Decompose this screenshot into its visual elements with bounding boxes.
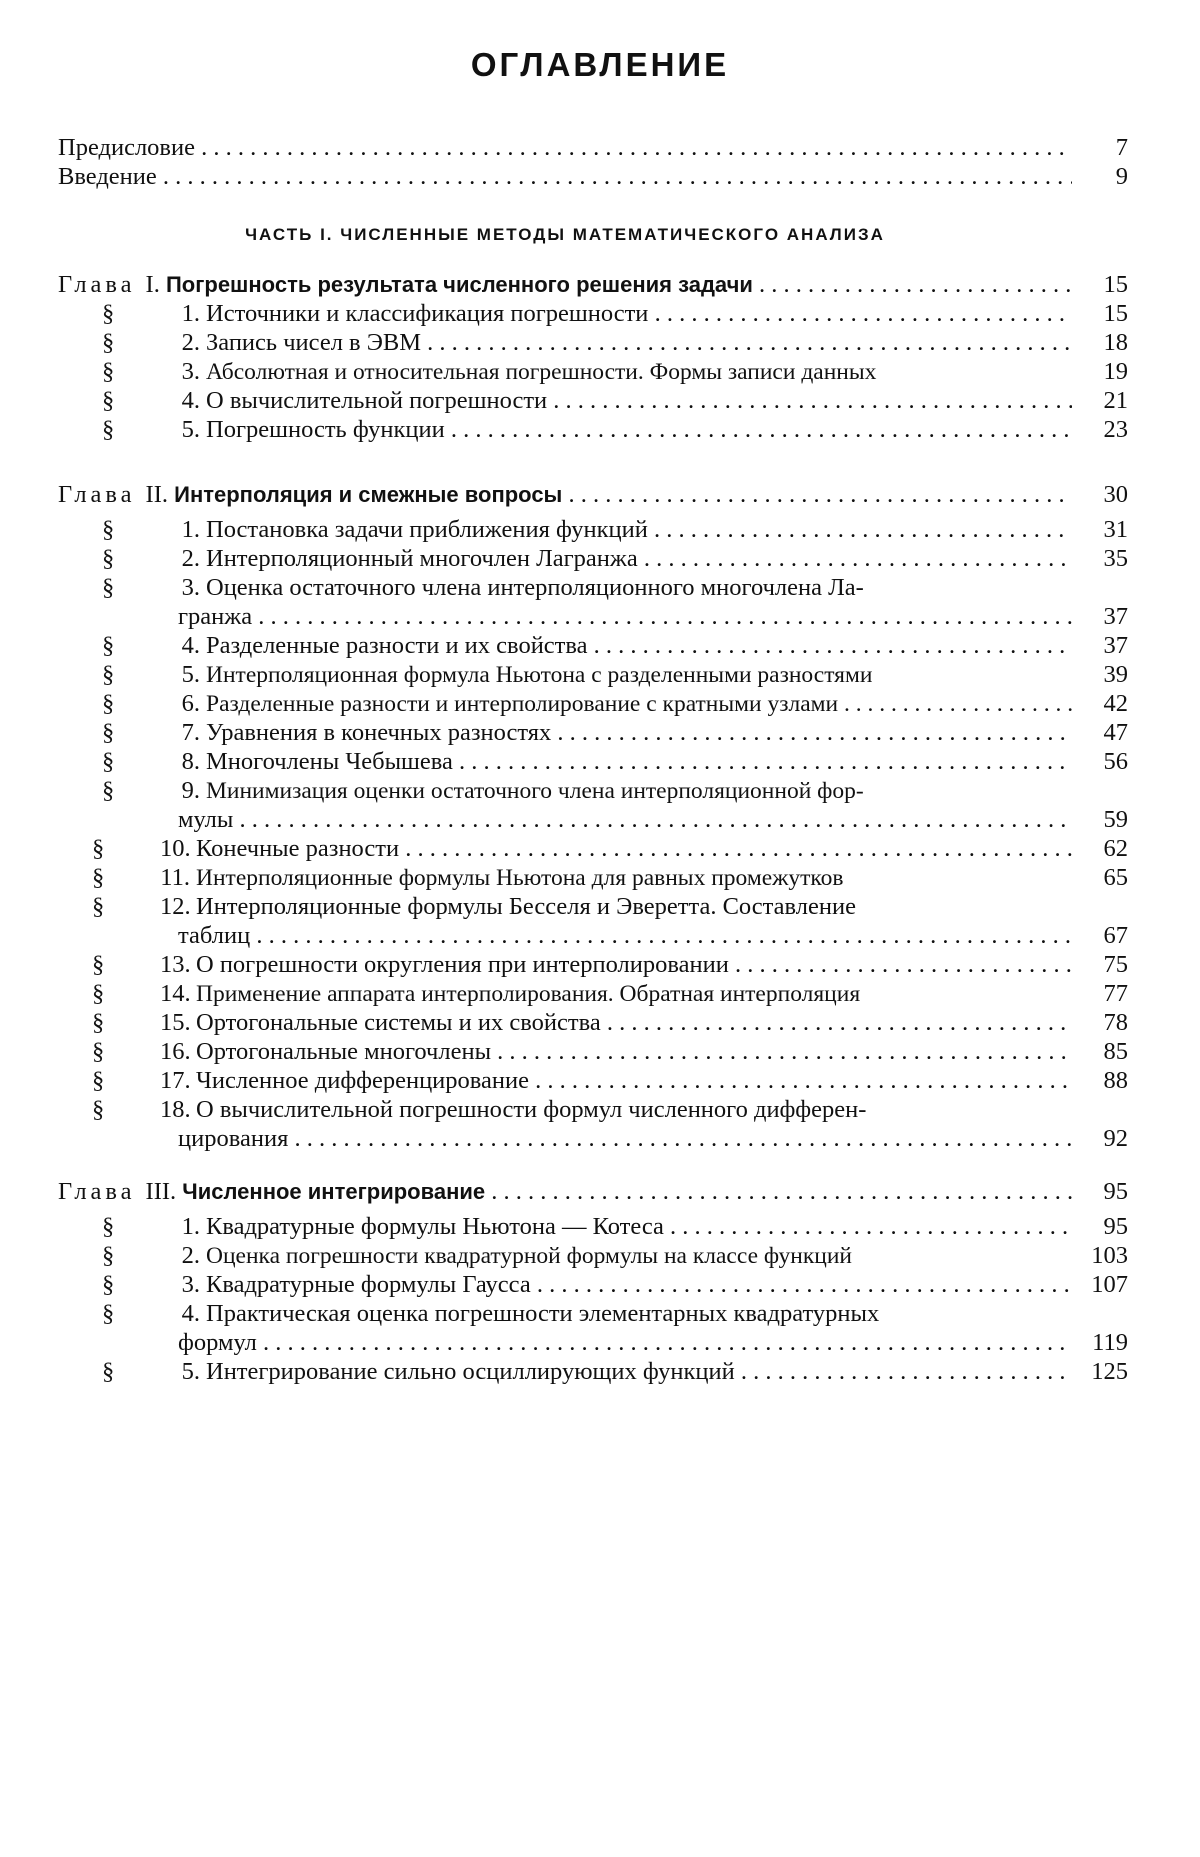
section-sign: §: [58, 515, 160, 544]
section-page: 92: [1072, 1124, 1128, 1153]
section-number: 9.: [160, 776, 206, 805]
section-page: 125: [1072, 1357, 1128, 1386]
section-title-continuation: цирования . . .: [178, 1124, 1072, 1153]
chapter-number: III.: [146, 1178, 177, 1205]
section-entry: [58, 631, 1128, 660]
section-entry-continuation: [178, 921, 1128, 950]
section-sign: §: [58, 299, 160, 328]
section-entry-continuation: [178, 805, 1128, 834]
section-entry: [58, 1270, 1128, 1299]
section-sign: §: [58, 631, 160, 660]
section-number: 18.: [160, 1095, 196, 1124]
chapter-number: II.: [146, 481, 168, 508]
section-number: 5.: [160, 660, 206, 689]
section-page: 21: [1072, 386, 1128, 415]
section-entry: [58, 1066, 1128, 1095]
section-title: Ортогональные системы и их свойства . . .: [196, 1008, 1072, 1037]
section-page: 35: [1072, 544, 1128, 573]
section-title: Интерполяционный многочлен Лагранжа . . .: [206, 544, 1072, 573]
section-entry: [58, 1299, 1128, 1328]
section-sign: §: [58, 386, 160, 415]
section-page: 31: [1072, 515, 1128, 544]
section-sign: §: [58, 718, 160, 747]
section-title-continuation: таблиц . . .: [178, 921, 1072, 950]
section-sign: §: [58, 1066, 160, 1095]
chapter-title: Численное интегрирование: [182, 1179, 485, 1204]
section-sign: §: [58, 834, 160, 863]
section-title: Численное дифференцирование . . .: [196, 1066, 1072, 1095]
section-entry: [58, 718, 1128, 747]
section-entry-continuation: [178, 1328, 1128, 1357]
section-page: 37: [1072, 602, 1128, 631]
section-number: 3.: [160, 573, 206, 602]
section-entry: [58, 660, 1128, 690]
section-title: О вычислительной погрешности . . .: [206, 386, 1072, 415]
section-title: Интегрирование сильно осциллирующих функций . . .: [206, 1357, 1072, 1386]
section-title: Практическая оценка погрешности элементарных квадратурных: [206, 1299, 1128, 1328]
section-page: 23: [1072, 415, 1128, 444]
section-entry-continuation: [178, 1124, 1128, 1153]
section-title: Квадратурные формулы Ньютона — Котеса . . .: [206, 1212, 1072, 1241]
section-page: 19: [1072, 357, 1128, 386]
section-sign: §: [58, 1095, 160, 1124]
section-sign: §: [58, 1008, 160, 1037]
toc-page: [0, 0, 1200, 1857]
section-title-continuation: гранжа . . .: [178, 602, 1072, 631]
section-number: 13.: [160, 950, 196, 979]
section-entry: [58, 1241, 1128, 1271]
section-title: Ортогональные многочлены . . .: [196, 1037, 1072, 1066]
section-entry: [58, 1095, 1128, 1124]
section-number: 16.: [160, 1037, 196, 1066]
chapter-heading: [58, 270, 1128, 299]
section-sign: §: [58, 892, 160, 921]
section-sign: §: [58, 1299, 160, 1328]
section-page: 88: [1072, 1066, 1128, 1095]
section-sign: §: [58, 776, 160, 805]
section-title: О погрешности округления при интерполировании . . .: [196, 950, 1072, 979]
page-title: ОГЛАВЛЕНИЕ: [0, 46, 1200, 84]
section-number: 6.: [160, 689, 206, 718]
section-sign: §: [58, 1357, 160, 1386]
section-sign: §: [58, 328, 160, 357]
section-entry: [58, 834, 1128, 863]
section-title: Интерполяционные формулы Бесселя и Эверетта. Составление: [196, 892, 1128, 921]
entry-page: 7: [1072, 133, 1128, 162]
section-number: 3.: [160, 357, 206, 386]
section-sign: §: [58, 415, 160, 444]
section-page: 39: [1072, 660, 1128, 689]
section-entry: [58, 863, 1128, 893]
section-title: Оценка погрешности квадратурной формулы на классе функций: [206, 1242, 1072, 1271]
section-number: 2.: [160, 328, 206, 357]
section-title: Абсолютная и относительная погрешности. Формы записи данных: [206, 358, 1072, 387]
section-number: 4.: [160, 631, 206, 660]
section-title: Применение аппарата интерполирования. Обратная интерполяция: [196, 980, 1072, 1009]
part-heading: ЧАСТЬ I. ЧИСЛЕННЫЕ МЕТОДЫ МАТЕМАТИЧЕСКОГО АНАЛИЗА: [0, 225, 1130, 245]
chapter-number: I.: [146, 271, 160, 298]
section-page: 67: [1072, 921, 1128, 950]
section-page: 65: [1072, 863, 1128, 892]
section-number: 2.: [160, 1241, 206, 1270]
section-entry: [58, 979, 1128, 1009]
chapter-heading: [58, 480, 1128, 509]
section-entry-continuation: [178, 602, 1128, 631]
section-number: 8.: [160, 747, 206, 776]
section-sign: §: [58, 747, 160, 776]
section-number: 12.: [160, 892, 196, 921]
toc-entry-preface: [58, 133, 1128, 162]
section-sign: §: [58, 950, 160, 979]
entry-page: 9: [1072, 162, 1128, 191]
section-title: Уравнения в конечных разностях . . .: [206, 718, 1072, 747]
section-sign: §: [58, 689, 160, 718]
section-entry: [58, 544, 1128, 573]
section-title: Разделенные разности и интерполирование с кратными узлами . . .: [206, 690, 1072, 719]
entry-title: Предисловие . . .: [58, 133, 1072, 162]
section-entry: [58, 1008, 1128, 1037]
section-entry: [58, 776, 1128, 806]
section-number: 4.: [160, 386, 206, 415]
section-entry: [58, 386, 1128, 415]
section-title: Постановка задачи приближения функций . . .: [206, 515, 1072, 544]
section-title: Конечные разности . . .: [196, 834, 1072, 863]
section-page: 15: [1072, 299, 1128, 328]
section-title: Интерполяционная формула Ньютона с разделенными разностями: [206, 661, 1072, 690]
chapter-page: 30: [1072, 480, 1128, 509]
section-page: 107: [1072, 1270, 1128, 1299]
entry-title: Введение . . .: [58, 162, 1072, 191]
section-entry: [58, 950, 1128, 979]
section-title: Оценка остаточного члена интерполяционного многочлена Ла-: [206, 573, 1128, 602]
section-number: 1.: [160, 515, 206, 544]
section-title: Квадратурные формулы Гаусса . . .: [206, 1270, 1072, 1299]
section-entry: [58, 299, 1128, 328]
section-page: 62: [1072, 834, 1128, 863]
section-sign: §: [58, 863, 160, 892]
section-entry: [58, 328, 1128, 357]
section-page: 47: [1072, 718, 1128, 747]
section-number: 15.: [160, 1008, 196, 1037]
section-number: 17.: [160, 1066, 196, 1095]
section-page: 75: [1072, 950, 1128, 979]
chapter-page: 15: [1072, 270, 1128, 299]
section-sign: §: [58, 357, 160, 386]
section-sign: §: [58, 979, 160, 1008]
section-entry: [58, 689, 1128, 719]
section-entry: [58, 1357, 1128, 1386]
chapter-label: Глава: [58, 271, 136, 298]
section-page: 85: [1072, 1037, 1128, 1066]
section-title-continuation: формул . . .: [178, 1328, 1072, 1357]
section-number: 10.: [160, 834, 196, 863]
section-page: 59: [1072, 805, 1128, 834]
section-title: Источники и классификация погрешности . . .: [206, 299, 1072, 328]
section-sign: §: [58, 660, 160, 689]
section-number: 5.: [160, 1357, 206, 1386]
section-page: 103: [1072, 1241, 1128, 1270]
section-sign: §: [58, 544, 160, 573]
section-entry: [58, 415, 1128, 444]
section-number: 7.: [160, 718, 206, 747]
section-number: 11.: [160, 863, 196, 892]
section-title: Разделенные разности и их свойства . . .: [206, 631, 1072, 660]
section-sign: §: [58, 1212, 160, 1241]
chapter-title: Погрешность результата численного решения задачи: [166, 272, 753, 297]
section-entry: [58, 573, 1128, 602]
section-page: 77: [1072, 979, 1128, 1008]
chapter-label: Глава: [58, 1178, 136, 1205]
section-entry: [58, 515, 1128, 544]
chapter-title: Интерполяция и смежные вопросы: [174, 482, 562, 507]
section-title: О вычислительной погрешности формул численного дифферен-: [196, 1095, 1128, 1124]
section-sign: §: [58, 573, 160, 602]
section-entry: [58, 1212, 1128, 1241]
section-page: 42: [1072, 689, 1128, 718]
section-title: Запись чисел в ЭВМ . . .: [206, 328, 1072, 357]
section-entry: [58, 1037, 1128, 1066]
section-entry: [58, 892, 1128, 921]
section-title: Интерполяционные формулы Ньютона для равных промежутков: [196, 864, 1072, 893]
section-number: 4.: [160, 1299, 206, 1328]
section-title: Погрешность функции . . .: [206, 415, 1072, 444]
section-page: 56: [1072, 747, 1128, 776]
chapter-label: Глава: [58, 481, 136, 508]
section-title: Многочлены Чебышева . . .: [206, 747, 1072, 776]
toc-entry-introduction: [58, 162, 1128, 191]
chapter-page: 95: [1072, 1177, 1128, 1206]
section-number: 14.: [160, 979, 196, 1008]
section-page: 119: [1072, 1328, 1128, 1357]
section-title: Минимизация оценки остаточного члена интерполяционной фор-: [206, 777, 1128, 806]
section-sign: §: [58, 1037, 160, 1066]
section-page: 18: [1072, 328, 1128, 357]
section-entry: [58, 357, 1128, 387]
section-number: 3.: [160, 1270, 206, 1299]
section-entry: [58, 747, 1128, 776]
section-sign: §: [58, 1270, 160, 1299]
section-sign: §: [58, 1241, 160, 1270]
chapter-heading: [58, 1177, 1128, 1206]
section-page: 95: [1072, 1212, 1128, 1241]
section-page: 37: [1072, 631, 1128, 660]
section-number: 1.: [160, 299, 206, 328]
section-number: 5.: [160, 415, 206, 444]
section-number: 1.: [160, 1212, 206, 1241]
section-number: 2.: [160, 544, 206, 573]
section-title-continuation: мулы . . .: [178, 805, 1072, 834]
section-page: 78: [1072, 1008, 1128, 1037]
